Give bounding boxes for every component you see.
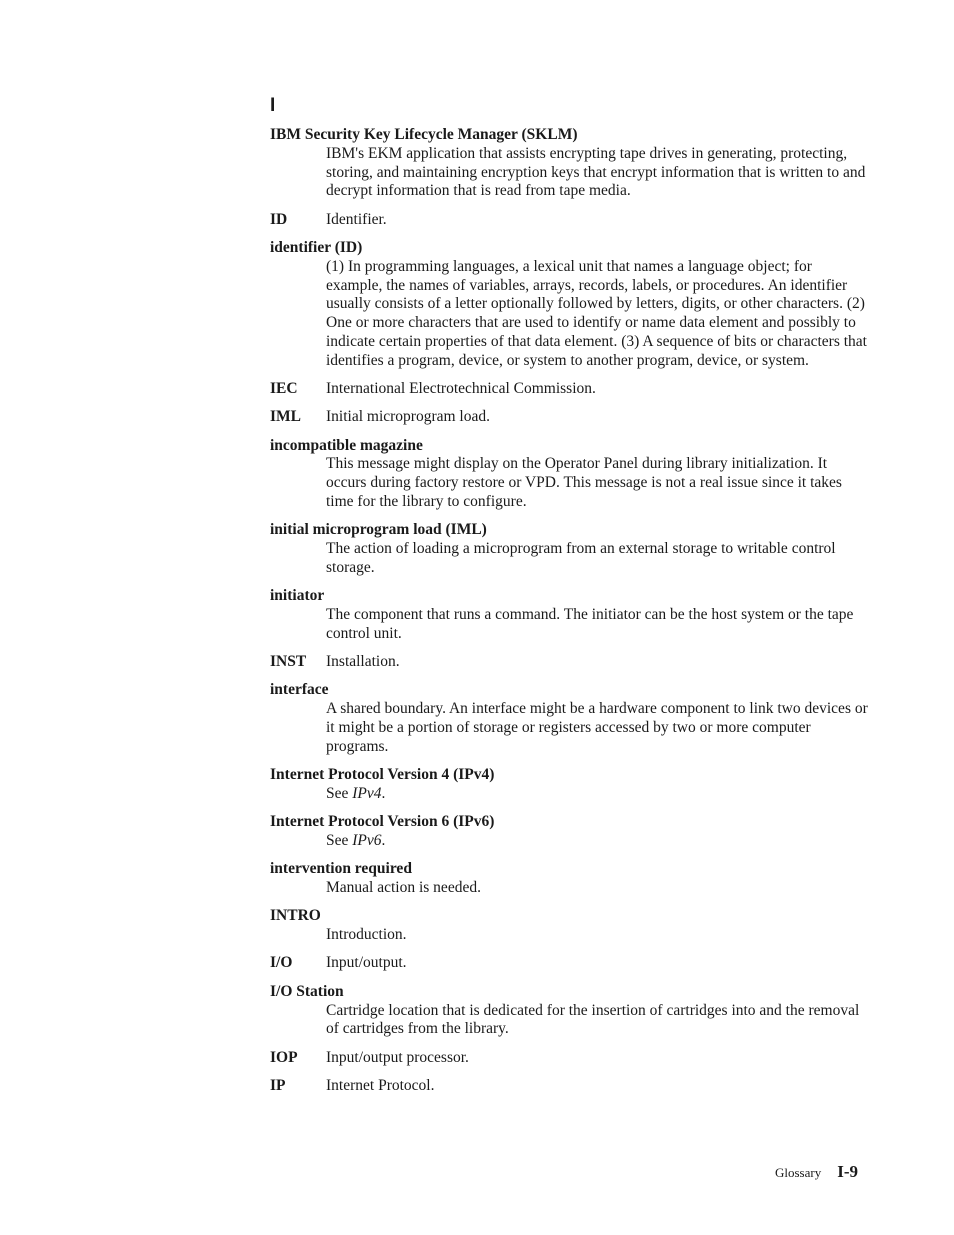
glossary-entry-io-station (270, 983, 870, 1039)
glossary-term: IEC (270, 380, 298, 398)
cross-reference-link[interactable]: IPv4 (352, 784, 382, 802)
glossary-definition: Initial microprogram load. (326, 408, 490, 426)
glossary-term: INTRO (270, 907, 321, 925)
glossary-entry-intro (270, 907, 870, 945)
glossary-entry-id (270, 211, 870, 230)
glossary-entry-ipv6 (270, 813, 870, 851)
see-prefix: See (326, 784, 353, 802)
glossary-definition (326, 785, 870, 804)
glossary-definition: Input/output processor. (326, 1048, 469, 1066)
footer-section-name: Glossary (775, 1165, 822, 1180)
glossary-term: I/O Station (270, 982, 344, 1000)
cross-reference-link[interactable]: IPv6 (352, 832, 382, 849)
glossary-term: IBM Security Key Lifecycle Manager (SKLM) (270, 126, 578, 143)
see-prefix: See (326, 832, 353, 849)
glossary-list (270, 126, 870, 1105)
glossary-entry-incompatible-magazine (270, 437, 870, 512)
glossary-term: intervention required (270, 860, 412, 878)
glossary-term: IP (270, 1076, 286, 1094)
glossary-entry-initial-microprogram-load (270, 521, 870, 577)
glossary-term: interface (270, 681, 329, 699)
glossary-definition: Internet Protocol. (326, 1076, 435, 1094)
glossary-definition: This message might display on the Operator Panel during library initialization. It occurs during factory restore or VPD. This message is not a real issue since it takes time for the library to configure. (326, 455, 842, 511)
glossary-entry-iml (270, 408, 870, 427)
glossary-term: IOP (270, 1048, 298, 1066)
glossary-entry-inst (270, 653, 870, 672)
page-number: I-9 (837, 1162, 858, 1181)
glossary-entry-sklm (270, 126, 870, 201)
glossary-entry-iec (270, 380, 870, 399)
glossary-definition: (1) In programming languages, a lexical unit that names a language object; for example, the names of variables, arrays, records, labels, or procedures. An identifier usually consists of a letter optionally followed by letters, digits, or other characters. (2) One or more characters that are used to identify or name data element and possibly to indicate certain properties of that data element. (3) A sequence of bits or characters that identifies a program, device, or system to another program, device, or system. (326, 257, 867, 369)
glossary-definition: Introduction. (326, 926, 407, 944)
glossary-entry-iop (270, 1049, 870, 1068)
glossary-term: identifier (ID) (270, 238, 363, 256)
glossary-definition: International Electrotechnical Commission. (326, 380, 596, 398)
page-footer (775, 1162, 858, 1183)
glossary-definition: Manual action is needed. (326, 879, 481, 897)
see-suffix: . (381, 784, 386, 802)
glossary-entry-ip (270, 1077, 870, 1096)
glossary-entry-ipv4 (270, 766, 870, 804)
glossary-term: I/O (270, 954, 293, 972)
glossary-term: INST (270, 653, 307, 671)
glossary-definition: The action of loading a microprogram from an external storage to writable control storage. (326, 540, 836, 576)
glossary-definition: Installation. (326, 653, 400, 671)
see-suffix: . (381, 832, 386, 849)
glossary-term: initiator (270, 587, 325, 605)
glossary-entry-io (270, 954, 870, 973)
glossary-term: initial microprogram load (IML) (270, 521, 487, 539)
glossary-definition (326, 832, 870, 851)
glossary-entry-intervention-required (270, 860, 870, 898)
glossary-term: Internet Protocol Version 4 (IPv4) (270, 766, 495, 784)
glossary-entry-interface (270, 681, 870, 756)
glossary-term: Internet Protocol Version 6 (IPv6) (270, 813, 495, 831)
glossary-entry-identifier (270, 239, 870, 371)
glossary-definition: Identifier. (326, 210, 387, 228)
glossary-term: incompatible magazine (270, 436, 423, 454)
glossary-term: ID (270, 210, 288, 228)
glossary-definition: IBM's EKM application that assists encrypting tape drives in generating, protecting, storing, and maintaining encryption keys that encrypt information that is written to and decrypt information that is read from tape media. (326, 144, 866, 200)
glossary-definition: Input/output. (326, 954, 407, 972)
glossary-term: IML (270, 408, 301, 426)
glossary-entry-initiator (270, 587, 870, 643)
glossary-definition: A shared boundary. An interface might be a hardware component to link two devices or it might be a portion of storage or registers accessed by two or more computer programs. (326, 700, 868, 755)
section-letter: I (270, 95, 276, 116)
glossary-definition: Cartridge location that is dedicated for the insertion of cartridges into and the removal of cartridges from the library. (326, 1001, 860, 1038)
glossary-definition: The component that runs a command. The initiator can be the host system or the tape control unit. (326, 606, 854, 642)
